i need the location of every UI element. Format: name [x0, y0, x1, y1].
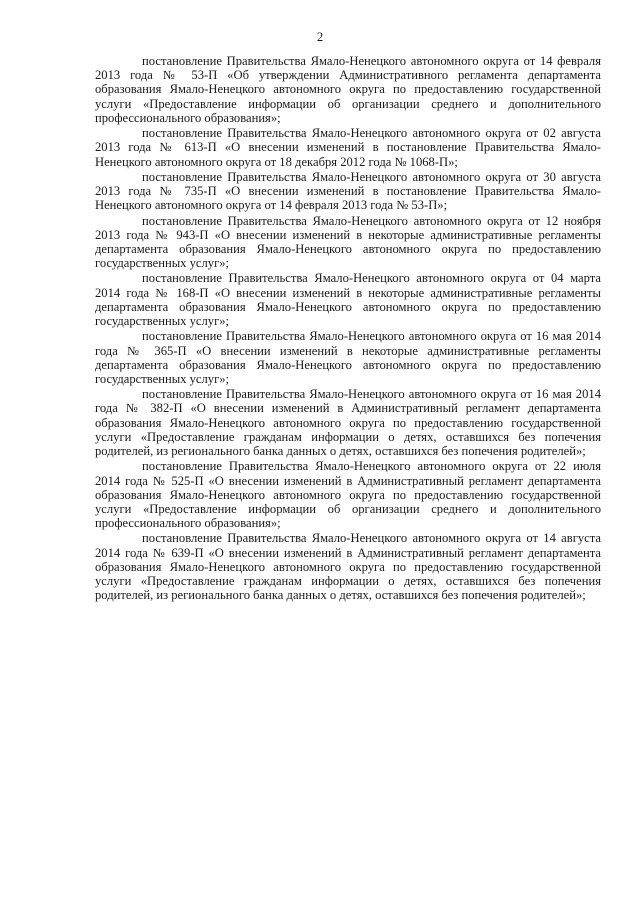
paragraph: постановление Правительства Ямало-Ненецкого автономного округа от 12 ноября 2013 года № 943-П «О внесении изменений в некоторые административные регламенты департамента образования Ямало-Ненецкого автономного округа по предоставлению государственных услуг»;	[95, 213, 601, 271]
paragraph: постановление Правительства Ямало-Ненецкого автономного округа от 14 февраля 2013 года № 53-П «Об утверждении Административного регламента департамента образования Ямало-Ненецкого автономного округа по предоставлению государственной услуги «Предоставление информации об организации среднего и дополнительного профессионального образования»;	[95, 54, 601, 125]
paragraph: постановление Правительства Ямало-Ненецкого автономного округа от 02 августа 2013 года № 613-П «О внесении изменений в постановление Правительства Ямало-Ненецкого автономного округа от 18 декабря 2012 года № 1068-П»;	[95, 126, 601, 169]
paragraph: постановление Правительства Ямало-Ненецкого автономного округа от 04 марта 2014 года № 168-П «О внесении изменений в некоторые административные регламенты департамента образования Ямало-Ненецкого автономного округа по предоставлению государственных услуг»;	[95, 271, 601, 329]
paragraph: постановление Правительства Ямало-Ненецкого автономного округа от 16 мая 2014 года № 382-П «О внесении изменений в Административный регламент департамента образования Ямало-Ненецкого автономного округа по предоставлению государственной услуги «Предоставление гражданам информации о детях, оставшихся без попечения родителей, из регионального банка данных о детях, оставшихся без попечения родителей»;	[95, 387, 601, 459]
page-number: 2	[316, 30, 324, 44]
paragraph: постановление Правительства Ямало-Ненецкого автономного округа от 16 мая 2014 года № 365-П «О внесении изменений в некоторые административные регламенты департамента образования Ямало-Ненецкого автономного округа по предоставлению государственных услуг»;	[95, 329, 601, 386]
paragraph: постановление Правительства Ямало-Ненецкого автономного округа от 22 июля 2014 года № 525-П «О внесении изменений в Административный регламент департамента образования Ямало-Ненецкого автономного округа по предоставлению государственной услуги «Предоставление информации об организации среднего и дополнительного профессионального образования»;	[95, 459, 601, 531]
paragraph: постановление Правительства Ямало-Ненецкого автономного округа от 14 августа 2014 года № 639-П «О внесении изменений в Административный регламент департамента образования Ямало-Ненецкого автономного округа по предоставлению государственной услуги «Предоставление гражданам информации о детях, оставшихся без попечения родителей, из регионального банка данных о детях, оставшихся без попечения родителей»;	[95, 531, 601, 603]
paragraph: постановление Правительства Ямало-Ненецкого автономного округа от 30 августа 2013 года № 735-П «О внесении изменений в постановление Правительства Ямало-Ненецкого автономного округа от 14 февраля 2013 года № 53-П»;	[95, 169, 601, 213]
document-body	[95, 54, 601, 604]
